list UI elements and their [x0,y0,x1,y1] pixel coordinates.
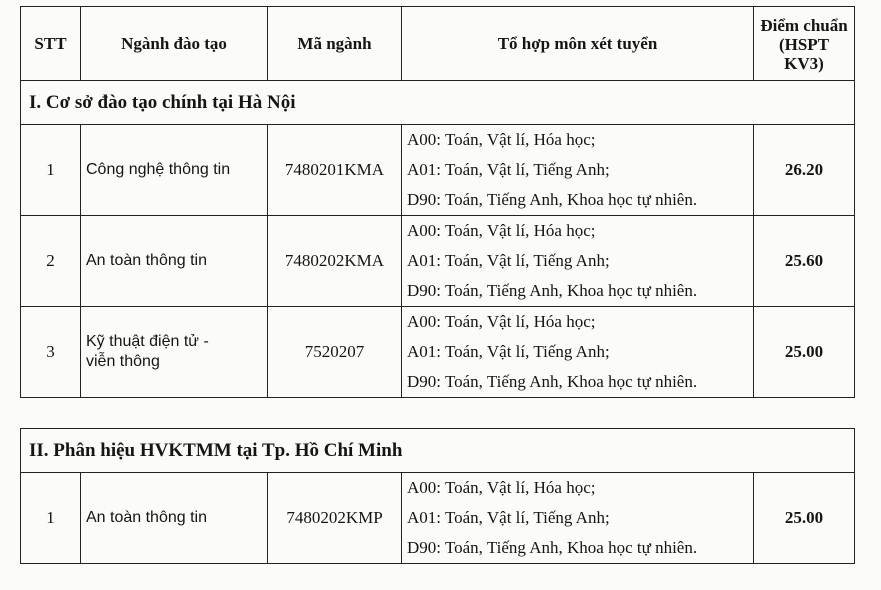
row-score: 25.00 [754,307,855,398]
row-stt: 2 [21,216,81,307]
combo-line: A00: Toán, Vật lí, Hóa học; [407,221,596,240]
row-code: 7520207 [268,307,402,398]
combo-line: A00: Toán, Vật lí, Hóa học; [407,478,596,497]
row-combo [402,125,754,216]
row-major-line2: viễn thông [86,353,160,370]
header-code: Mã ngành [268,7,402,81]
table-row [21,307,855,398]
row-code: 7480202KMP [268,473,402,564]
combo-line: D90: Toán, Tiếng Anh, Khoa học tự nhiên. [407,281,698,300]
row-major [81,125,268,216]
row-combo [402,307,754,398]
row-score: 26.20 [754,125,855,216]
combo-line: A00: Toán, Vật lí, Hóa học; [407,130,596,149]
combo-line: A01: Toán, Vật lí, Tiếng Anh; [407,342,610,361]
table-row [21,125,855,216]
header-major: Ngành đào tạo [81,7,268,81]
row-major-line1: Kỹ thuật điện tử - [86,333,209,350]
row-major-line1: An toàn thông tin [86,509,207,526]
row-code: 7480202KMA [268,216,402,307]
header-score [754,7,855,81]
row-stt: 3 [21,307,81,398]
header-stt: STT [21,7,81,81]
row-major [81,216,268,307]
combo-line: A00: Toán, Vật lí, Hóa học; [407,312,596,331]
combo-line: D90: Toán, Tiếng Anh, Khoa học tự nhiên. [407,190,698,209]
section-title: I. Cơ sở đào tạo chính tại Hà Nội [21,81,855,125]
main-campus-table [20,6,855,398]
row-combo [402,216,754,307]
row-score: 25.00 [754,473,855,564]
row-major-line1: An toàn thông tin [86,252,207,269]
section-title-row [21,429,855,473]
header-score-line2: (HSPT [778,35,830,54]
branch-campus-table [20,428,855,564]
row-combo [402,473,754,564]
row-score: 25.60 [754,216,855,307]
header-score-line1: Điểm chuẩn [760,16,848,35]
row-stt: 1 [21,125,81,216]
combo-line: A01: Toán, Vật lí, Tiếng Anh; [407,251,610,270]
section-title-row [21,81,855,125]
row-major [81,307,268,398]
row-major-line1: Công nghệ thông tin [86,161,231,178]
row-major [81,473,268,564]
combo-line: D90: Toán, Tiếng Anh, Khoa học tự nhiên. [407,538,698,557]
section-title: II. Phân hiệu HVKTMM tại Tp. Hồ Chí Minh [21,429,855,473]
combo-line: D90: Toán, Tiếng Anh, Khoa học tự nhiên. [407,372,698,391]
combo-line: A01: Toán, Vật lí, Tiếng Anh; [407,508,610,527]
header-row [21,7,855,81]
header-score-line3: KV3) [784,54,824,73]
header-combo: Tổ hợp môn xét tuyển [402,7,754,81]
table-row [21,216,855,307]
table-row [21,473,855,564]
row-stt: 1 [21,473,81,564]
row-code: 7480201KMA [268,125,402,216]
combo-line: A01: Toán, Vật lí, Tiếng Anh; [407,160,610,179]
